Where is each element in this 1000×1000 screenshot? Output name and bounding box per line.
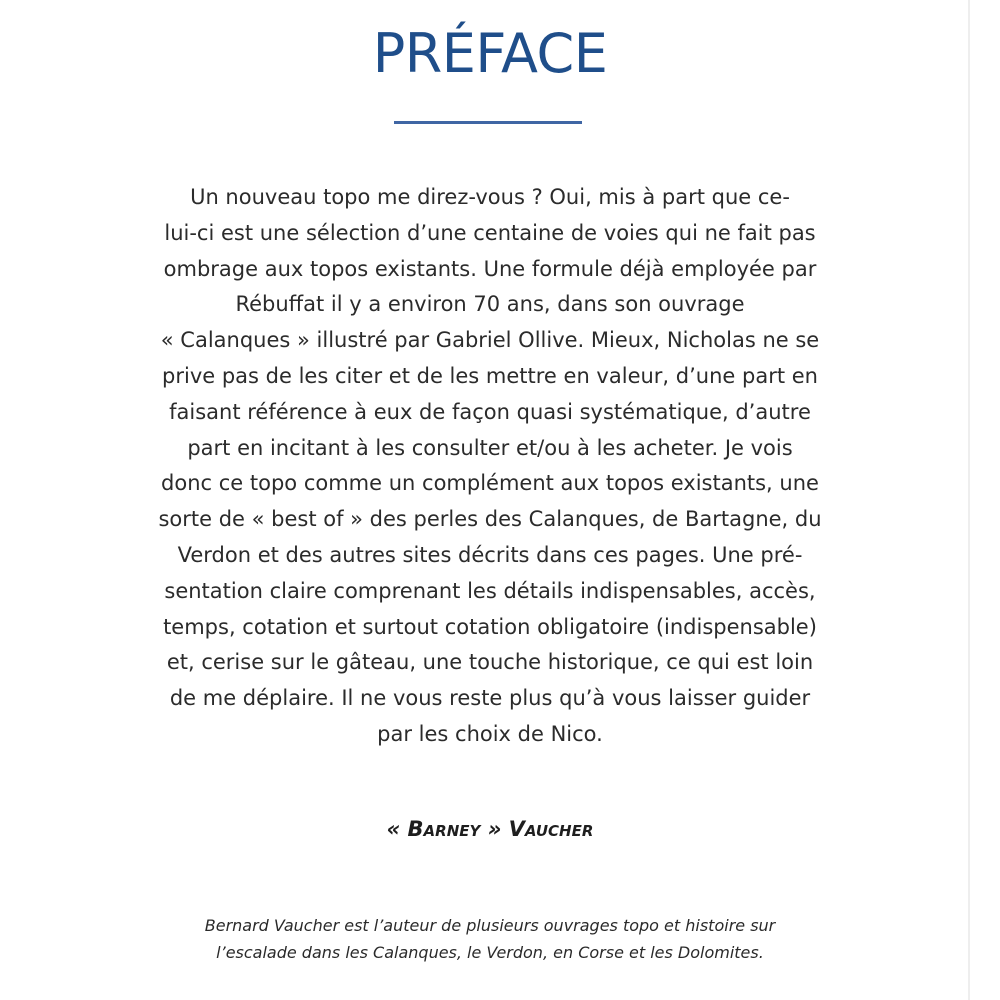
body-line: temps, cotation et surtout cotation obligatoire (indispensable)	[163, 614, 817, 639]
body-line: « Calanques » illustré par Gabriel Ollive. Mieux, Nicholas ne se	[160, 328, 820, 353]
title-underline	[394, 121, 582, 124]
author-bio	[100, 912, 880, 966]
body-line: Verdon et des autres sites décrits dans ces pages. Une pré-	[177, 542, 803, 567]
bio-line: l’escalade dans les Calanques, le Verdon, en Corse et les Dolomites.	[216, 943, 764, 962]
page-title: PRÉFACE	[372, 22, 608, 85]
body-line: faisant référence à eux de façon quasi systématique, d’autre	[169, 399, 811, 424]
body-line: lui-ci est une sélection d’une centaine de voies qui ne fait pas	[164, 220, 816, 245]
body-line: et, cerise sur le gâteau, une touche historique, ce qui est loin	[166, 650, 814, 675]
body-line: Un nouveau topo me direz-vous ? Oui, mis à part que ce-	[190, 185, 790, 209]
body-line: sentation claire comprenant les détails indispensables, accès,	[164, 578, 816, 603]
preface-body	[110, 180, 870, 753]
body-line: de me déplaire. Il ne vous reste plus qu’à vous laisser guider	[169, 686, 811, 711]
body-line: prive pas de les citer et de les mettre en valeur, d’une part en	[162, 363, 818, 388]
bio-line: Bernard Vaucher est l’auteur de plusieurs ouvrages topo et histoire sur	[204, 916, 776, 935]
author-signature: « Barney » Vaucher	[386, 817, 594, 841]
body-line: par les choix de Nico.	[377, 721, 603, 746]
body-line: sorte de « best of » des perles des Calanques, de Bartagne, du	[158, 507, 822, 532]
body-line: ombrage aux topos existants. Une formule déjà employée par	[163, 256, 817, 281]
body-line: donc ce topo comme un complément aux topos existants, une	[161, 471, 819, 496]
body-line: part en incitant à les consulter et/ou à les acheter. Je vois	[187, 435, 793, 460]
body-line: Rébuffat il y a environ 70 ans, dans son ouvrage	[235, 292, 745, 317]
